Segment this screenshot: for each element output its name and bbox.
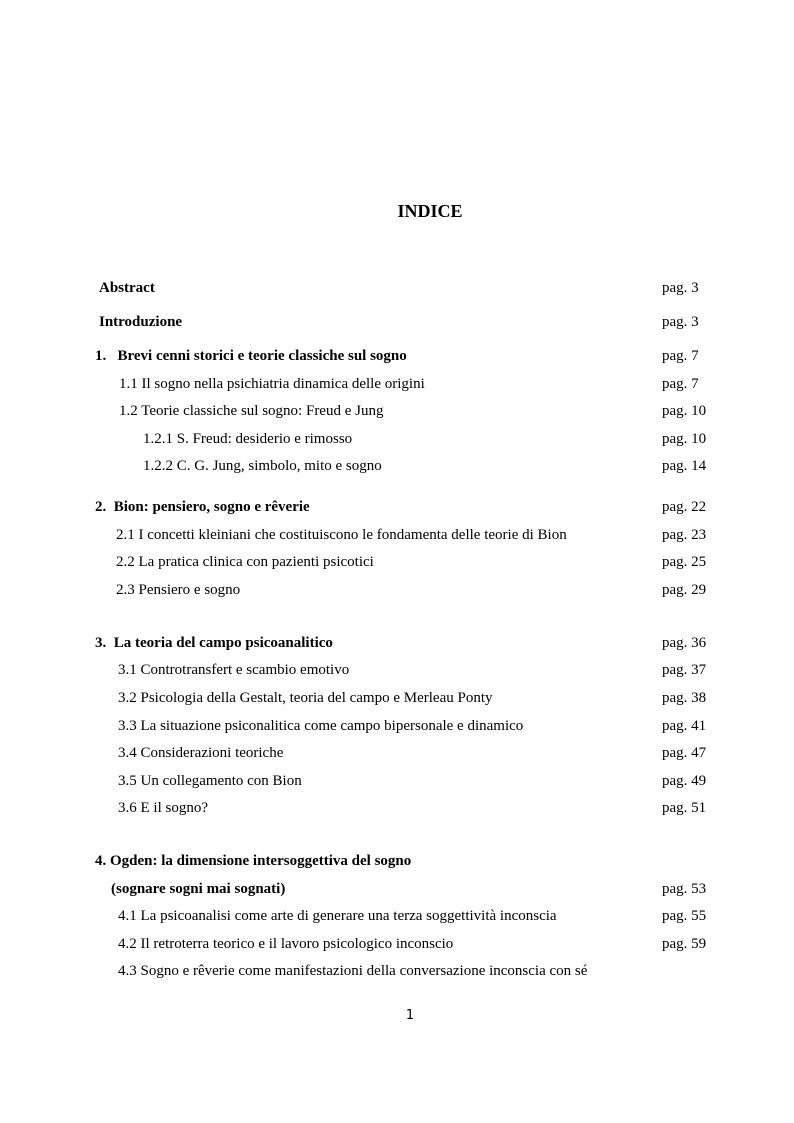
toc-chapter-4: 4. Ogden: la dimensione intersoggettiva del sogno [95, 853, 412, 869]
toc-page-3-2: pag. 38 [662, 690, 707, 706]
toc-page-abstract: pag. 3 [662, 280, 699, 296]
page-title: INDICE [397, 201, 463, 221]
toc-page-2-3: pag. 29 [662, 582, 707, 598]
toc-section-1-2-1: 1.2.1 S. Freud: desiderio e rimosso [143, 431, 353, 447]
toc-page-4-1: pag. 55 [662, 908, 707, 924]
toc-page-1-2-1: pag. 10 [662, 431, 707, 447]
toc-section-3-5: 3.5 Un collegamento con Bion [118, 773, 302, 789]
toc-page-1-1: pag. 7 [662, 376, 699, 392]
toc-entry-introduzione: Introduzione [99, 314, 183, 330]
toc-page-3-4: pag. 47 [662, 745, 707, 761]
toc-chapter-2: 2. Bion: pensiero, sogno e rêverie [95, 499, 310, 515]
toc-section-3-1: 3.1 Controtransfert e scambio emotivo [118, 662, 350, 678]
toc-page-1-2: pag. 10 [662, 403, 707, 419]
toc-page-chapter-2: pag. 22 [662, 499, 707, 515]
toc-page-1-2-2: pag. 14 [662, 458, 707, 474]
toc-section-2-3: 2.3 Pensiero e sogno [116, 582, 241, 598]
toc-page-introduzione: pag. 3 [662, 314, 699, 330]
toc-page-2-2: pag. 25 [662, 554, 707, 570]
toc-section-3-3: 3.3 La situazione psiconalitica come campo bipersonale e dinamico [118, 718, 524, 734]
toc-page-chapter-3: pag. 36 [662, 635, 707, 651]
page-number: 1 [405, 1008, 415, 1023]
toc-chapter-3: 3. La teoria del campo psicoanalitico [95, 635, 333, 651]
toc-section-3-6: 3.6 E il sogno? [118, 800, 208, 816]
toc-page-3-5: pag. 49 [662, 773, 707, 789]
toc-entry-abstract: Abstract [99, 280, 155, 296]
toc-section-4-2: 4.2 Il retroterra teorico e il lavoro psicologico inconscio [118, 936, 454, 952]
toc-section-4-1: 4.1 La psicoanalisi come arte di generare una terza soggettività inconscia [118, 908, 557, 924]
toc-section-3-2: 3.2 Psicologia della Gestalt, teoria del campo e Merleau Ponty [118, 690, 493, 706]
toc-page-3-3: pag. 41 [662, 718, 707, 734]
toc-page-chapter-4: pag. 53 [662, 881, 707, 897]
toc-page-3-6: pag. 51 [662, 800, 707, 816]
toc-section-2-2: 2.2 La pratica clinica con pazienti psicotici [116, 554, 374, 570]
toc-section-2-1: 2.1 I concetti kleiniani che costituiscono le fondamenta delle teorie di Bion [116, 527, 567, 543]
toc-section-1-1: 1.1 Il sogno nella psichiatria dinamica delle origini [119, 376, 425, 392]
toc-section-3-4: 3.4 Considerazioni teoriche [118, 745, 284, 761]
toc-chapter-1: 1. Brevi cenni storici e teorie classiche sul sogno [95, 348, 407, 364]
toc-page-2-1: pag. 23 [662, 527, 707, 543]
toc-section-1-2-2: 1.2.2 C. G. Jung, simbolo, mito e sogno [143, 458, 382, 474]
toc-chapter-4-subtitle: (sognare sogni mai sognati) [111, 881, 286, 897]
toc-page-4-2: pag. 59 [662, 936, 707, 952]
toc-section-4-3: 4.3 Sogno e rêverie come manifestazioni della conversazione inconscia con sé [118, 963, 588, 979]
toc-section-1-2: 1.2 Teorie classiche sul sogno: Freud e Jung [119, 403, 384, 419]
toc-page-chapter-1: pag. 7 [662, 348, 699, 364]
toc-page-3-1: pag. 37 [662, 662, 707, 678]
